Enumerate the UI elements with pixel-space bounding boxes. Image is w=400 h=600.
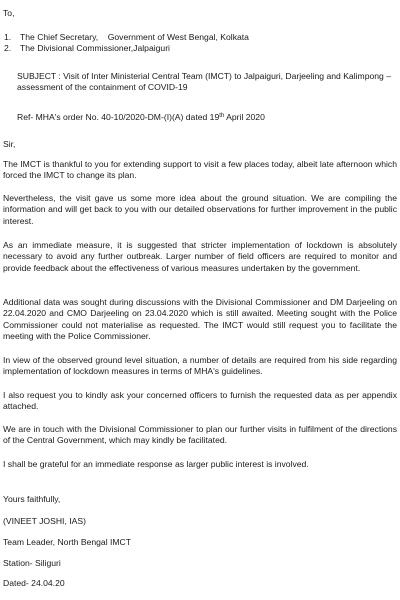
body-paragraph-3: As an immediate measure, it is suggested that stricter implementation of lockdown is absolutely necessary to avoid any further outbreak. Larger number of field officers are required to monitor and provide feedback about the effectiveness of various measures undertaken by the government. [3, 240, 397, 273]
body-paragraph-1: The IMCT is thankful to you for extending support to visit a few places today, albeit late afternoon which forced the IMCT to change its plan. [3, 159, 397, 181]
body-paragraph-5: In view of the observed ground level situation, a number of details are required from his side regarding implementation of lockdown measures in terms of MHA's guidelines. [3, 355, 397, 377]
recipient-item [4, 32, 249, 43]
recipient-text: The Divisional Commissioner,Jalpaiguri [20, 43, 170, 53]
reference-line [17, 111, 265, 123]
recipient-text: The Chief Secretary, Government of West Bengal, Kolkata [20, 32, 249, 42]
body-paragraph-2: Nevertheless, the visit gave us some more idea about the ground situation. We are compiling the information and will get back to you with our detailed observations for further improvement in the public interest. [3, 193, 397, 226]
reference-date: April 2020 [224, 112, 265, 122]
body-paragraph-6: I also request you to kindly ask your concerned officers to furnish the requested data as per appendix attached. [3, 390, 397, 412]
reference-ordinal: th [219, 113, 225, 119]
subject-line: SUBJECT : Visit of Inter Ministerial Central Team (IMCT) to Jalpaiguri, Darjeeling and Kalimpong – assessment of the containment of COVID-19 [17, 71, 391, 93]
body-paragraph-7: We are in touch with the Divisional Commissioner to plan our further visits in fulfilment of the directions of the Central Government, which may kindly be facilitated. [3, 424, 397, 446]
body-paragraph-8: I shall be grateful for an immediate response as larger public interest is involved. [3, 459, 309, 469]
salutation-to: To, [3, 8, 15, 18]
recipient-list [4, 32, 249, 54]
signature-date: Dated- 24.04.20 [3, 578, 65, 588]
recipient-number: 2. [4, 43, 12, 53]
body-paragraph-4: Additional data was sought during discussions with the Divisional Commissioner and DM Darjeeling on 22.04.2020 and CMO Darjeeling on 23.04.2020 which is still awaited. Meeting sought with the Police Commissioner could not materialise as requested. The IMCT would still request you to facilitate the meeting with the Police Commissioner. [3, 297, 397, 342]
signature-designation: Team Leader, North Bengal IMCT [3, 537, 132, 547]
reference-text: Ref- MHA's order No. 40-10/2020-DM-(I)(A) dated 19 [17, 112, 220, 122]
recipient-number: 1. [4, 32, 12, 42]
signature-name: (VINEET JOSHI, IAS) [3, 516, 86, 526]
recipient-item [4, 43, 249, 54]
signature-station: Station- Siliguri [3, 558, 61, 568]
greeting: Sir, [3, 139, 16, 149]
signature-closing: Yours faithfully, [3, 494, 61, 504]
